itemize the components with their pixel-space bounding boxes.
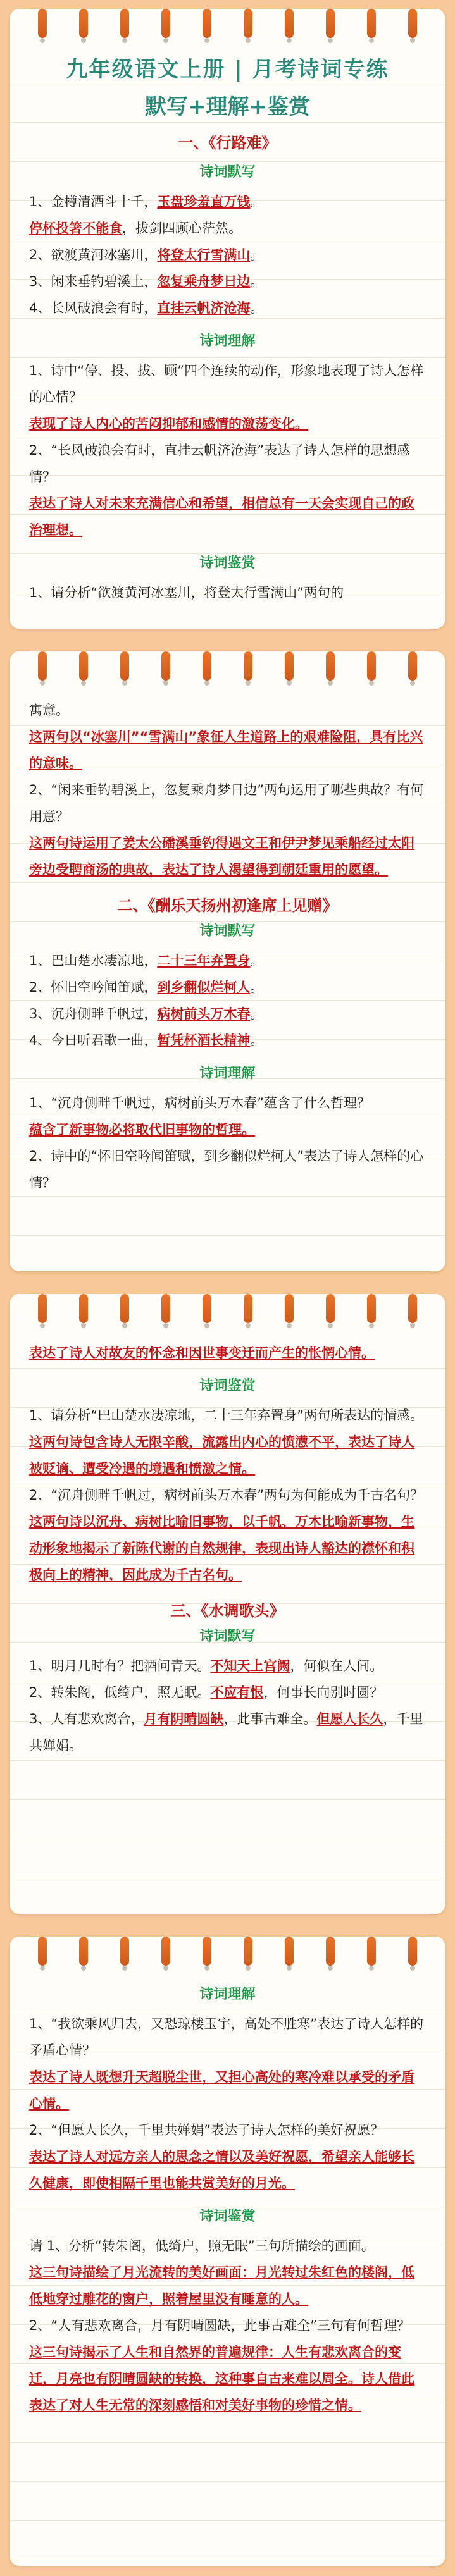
answer: 这三句诗揭示了人生和自然界的普遍规律：人生有悲欢离合的变迁，月亮也有阴晴圆缺的转换，这种事自古来难以周全。诗人借此表达了对人生无常的深刻感悟和对美好事物的珍惜之情。 <box>29 2345 414 2413</box>
binder-rings <box>10 1294 445 1332</box>
dictation-line: 3、人有悲欢离合，月有阴晴圆缺，此事古难全。但愿人长久，千里共婵娟。 <box>29 1711 423 1753</box>
answer: 这两句以“冰塞川”“雪满山”象征人生道路上的艰难险阻，具有比兴的意味。 <box>29 729 423 771</box>
binder-rings <box>10 9 445 47</box>
dictation-heading: 诗词默写 <box>199 164 256 180</box>
question: 请 1、分析“转朱阁，低绮户，照无眠”三句所描绘的画面。 <box>29 2238 375 2253</box>
question: 2、“沉舟侧畔千帆过，病树前头万木春”两句为何能成为千古名句？ <box>29 1488 424 1503</box>
dictation-line: 2、转朱阁，低绮户，照无眠。不应有恨，何事长向别时圆？ <box>29 1685 383 1700</box>
worksheet-page-1 <box>10 9 445 629</box>
answer: 表达了诗人对未来充满信心和希望，相信总有一天会实现自己的政治理想。 <box>29 496 414 538</box>
question: 1、“我欲乘风归去，又恐琼楼玉宇，高处不胜寒”表达了诗人怎样的矛盾心情？ <box>29 2016 424 2058</box>
dictation-heading: 诗词默写 <box>199 1629 256 1644</box>
answer: 表达了诗人既想升天超脱尘世，又担心高处的寒冷难以承受的矛盾心情。 <box>29 2069 414 2111</box>
question: 1、诗中“停、投、拔、顾”四个连续的动作，形象地表现了诗人怎样的心情？ <box>29 363 424 405</box>
question: 2、诗中的“怀旧空吟闻笛赋，到乡翻似烂柯人”表达了诗人怎样的心情？ <box>29 1149 424 1190</box>
understanding-heading: 诗词理解 <box>199 1066 256 1082</box>
dictation-heading: 诗词默写 <box>199 923 256 939</box>
dictation-line: 2、怀旧空吟闻笛赋，到乡翻似烂柯人。 <box>29 980 264 995</box>
answer: 表现了诗人内心的苦闷抑郁和感情的激荡变化。 <box>29 416 308 431</box>
answer: 这两句诗包含诗人无限辛酸，流露出内心的愤懑不平，表达了诗人被贬谪、遭受冷遇的境遇和愤激之情。 <box>29 1434 414 1476</box>
dictation-line: 4、长风破浪会有时，直挂云帆济沧海。 <box>29 300 264 316</box>
appreciation-heading: 诗词鉴赏 <box>199 2209 256 2224</box>
worksheet-page-2 <box>10 651 445 1271</box>
question: 2、“但愿人长久，千里共婵娟”表达了诗人怎样的美好祝愿？ <box>29 2123 384 2138</box>
dictation-line: 停杯投箸不能食，拔剑四顾心茫然。 <box>29 221 242 236</box>
understanding-heading: 诗词理解 <box>199 333 256 349</box>
question: 2、“长风破浪会有时，直挂云帆济沧海”表达了诗人怎样的思想感情？ <box>29 443 411 484</box>
page-title: 九年级语文上册 | 月考诗词专练 <box>66 57 389 82</box>
answer: 蕴含了新事物必将取代旧事物的哲理。 <box>29 1122 255 1137</box>
section-title: 一、《行路难》 <box>178 134 277 152</box>
worksheet-page-3 <box>10 1294 445 1914</box>
worksheet-page-4 <box>10 1937 445 2566</box>
dictation-line: 3、沉舟侧畔千帆过，病树前头万木春。 <box>29 1006 264 1021</box>
question-continued: 寓意。 <box>29 703 69 718</box>
section-title: 二、《酬乐天扬州初逢席上见赠》 <box>117 897 338 915</box>
dictation-line: 3、闲来垂钓碧溪上，忽复乘舟梦日边。 <box>29 274 264 289</box>
binder-rings <box>10 1937 445 1975</box>
binder-rings <box>10 651 445 689</box>
appreciation-heading: 诗词鉴赏 <box>199 1378 256 1394</box>
dictation-line: 2、欲渡黄河冰塞川，将登太行雪满山。 <box>29 247 264 262</box>
dictation-line: 1、巴山楚水凄凉地，二十三年弃置身。 <box>29 953 264 968</box>
answer: 表达了诗人对故友的怀念和因世事变迁而产生的怅惘心情。 <box>29 1345 375 1360</box>
answer: 这两句诗以沉舟、病树比喻旧事物，以千帆、万木比喻新事物，生动形象地揭示了新陈代谢的自然规律，表现出诗人豁达的襟怀和积极向上的精神，因此成为千古名句。 <box>29 1514 414 1582</box>
question: 2、“人有悲欢离合，月有阴晴圆缺，此事古难全”三句有何哲理？ <box>29 2318 411 2333</box>
question: 1、请分析“巴山楚水凄凉地，二十三年弃置身”两句所表达的情感。 <box>29 1408 424 1423</box>
question: 1、请分析“欲渡黄河冰塞川，将登太行雪满山”两句的 <box>29 585 344 600</box>
answer: 表达了诗人对远方亲人的思念之情以及美好祝愿，希望亲人能够长久健康，即使相隔千里也能共赏美好的月光。 <box>29 2149 414 2191</box>
question: 1、“沉舟侧畔千帆过，病树前头万木春”蕴含了什么哲理？ <box>29 1095 371 1111</box>
understanding-heading: 诗词理解 <box>199 1987 256 2002</box>
appreciation-heading: 诗词鉴赏 <box>199 555 256 571</box>
dictation-line: 4、今日听君歌一曲，暂凭杯酒长精神。 <box>29 1033 264 1048</box>
page-subtitle: 默写+理解+鉴赏 <box>145 94 310 120</box>
dictation-line: 1、金樽清酒斗十千，玉盘珍羞直万钱。 <box>29 194 264 209</box>
answer: 这两句诗运用了姜太公磻溪垂钓得遇文王和伊尹梦见乘船经过太阳旁边受聘商汤的典故，表达了诗人渴望得到朝廷重用的愿望。 <box>29 835 414 877</box>
answer: 这三句诗描绘了月光流转的美好画面：月光转过朱红色的楼阁，低低地穿过雕花的窗户，照着屋里没有睡意的人。 <box>29 2265 414 2307</box>
question: 2、“闲来垂钓碧溪上，忽复乘舟梦日边”两句运用了哪些典故？有何用意？ <box>29 782 424 824</box>
section-title: 三、《水调歌头》 <box>170 1602 285 1620</box>
dictation-line: 1、明月几时有？把酒问青天。不知天上宫阙，何似在人间。 <box>29 1658 383 1673</box>
